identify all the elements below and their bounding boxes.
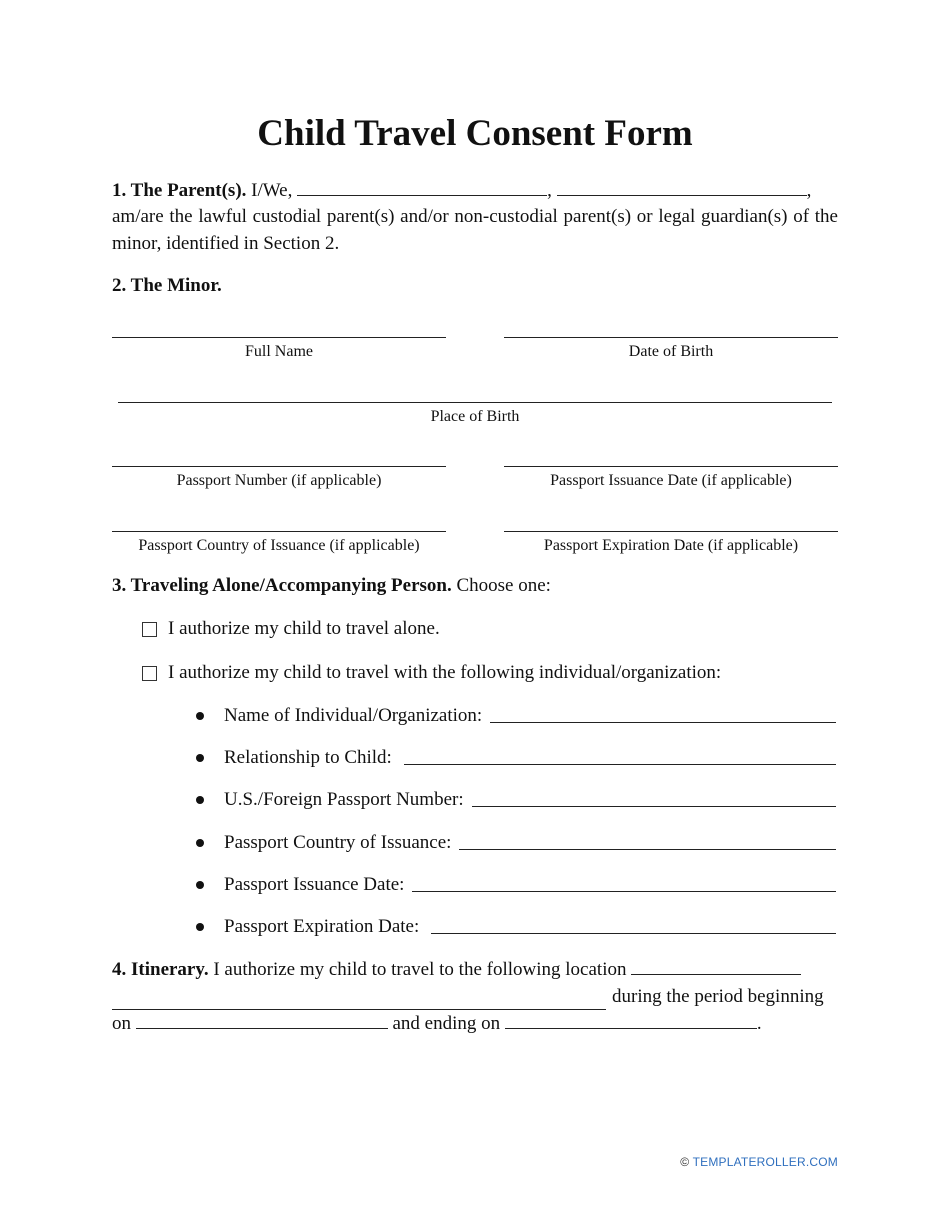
passport-number-field[interactable] [112, 466, 446, 467]
list-item [196, 873, 836, 897]
relationship-field[interactable] [404, 764, 836, 765]
individual-name-field[interactable] [490, 722, 836, 723]
section-1-intro: I/We, [251, 180, 293, 201]
bullet-icon [196, 923, 204, 931]
section-4-heading: 4. Itinerary. [112, 959, 209, 980]
page-title: Child Travel Consent Form [257, 113, 693, 154]
parent-name-1-field[interactable] [297, 177, 547, 196]
destination-continued-field[interactable] [112, 991, 606, 1010]
bullet-label: U.S./Foreign Passport Number: [224, 789, 464, 810]
companion-passport-country-field[interactable] [459, 849, 836, 850]
end-date-field[interactable] [505, 1010, 757, 1029]
section-2-heading: 2. The Minor. [112, 275, 222, 296]
period: . [756, 1013, 762, 1034]
checkbox-travel-with[interactable] [142, 666, 157, 681]
list-item [196, 915, 836, 939]
destination-field[interactable] [631, 956, 801, 975]
section-4-text-3: on [112, 1013, 131, 1034]
checkbox-travel-alone[interactable] [142, 622, 157, 637]
date-of-birth-field[interactable] [504, 337, 838, 338]
section-4-text-2: during the period beginning [612, 986, 824, 1007]
section-3-heading: 3. Traveling Alone/Accompanying Person. [112, 575, 452, 596]
full-name-label: Full Name [245, 343, 313, 360]
section-4-text-4: and ending on [392, 1013, 501, 1034]
bullet-icon [196, 839, 204, 847]
passport-number-label: Passport Number (if applicable) [176, 472, 382, 489]
option-travel-alone[interactable] [142, 617, 440, 641]
list-item [196, 746, 836, 770]
bullet-label: Passport Expiration Date: [224, 916, 420, 937]
section-4-line-2 [112, 983, 838, 1010]
brand-link[interactable]: TEMPLATEROLLER.COM [692, 1155, 838, 1169]
section-3-instruction: Choose one: [456, 575, 551, 596]
start-date-field[interactable] [136, 1010, 388, 1029]
bullet-label: Passport Issuance Date: [224, 874, 405, 895]
place-of-birth-field[interactable] [118, 402, 832, 403]
option-travel-with[interactable] [142, 661, 721, 685]
list-item [196, 831, 836, 855]
section-1-heading: 1. The Parent(s). [112, 180, 247, 201]
list-item [196, 788, 836, 812]
section-1-body: am/are the lawful custodial parent(s) and/or non-custodial parent(s) or legal guardian(s) of the minor, identified in Section 2. [112, 206, 838, 254]
companion-passport-issuance-field[interactable] [412, 891, 836, 892]
bullet-icon [196, 881, 204, 889]
section-4-line-1 [112, 956, 838, 983]
section-3-line [112, 572, 838, 599]
section-1-line [112, 177, 838, 204]
bullet-icon [196, 796, 204, 804]
section-4-line-3 [112, 1010, 838, 1037]
bullet-icon [196, 754, 204, 762]
companion-passport-expiration-field[interactable] [431, 933, 836, 934]
comma: , [547, 180, 552, 201]
footer-brand [680, 1155, 838, 1169]
option-travel-with-label: I authorize my child to travel with the following individual/organization: [168, 662, 722, 683]
passport-issuance-date-label: Passport Issuance Date (if applicable) [550, 472, 792, 489]
copyright-icon: © [680, 1155, 690, 1169]
passport-country-label: Passport Country of Issuance (if applicable) [138, 537, 420, 554]
date-of-birth-label: Date of Birth [628, 343, 714, 360]
bullet-label: Name of Individual/Organization: [224, 705, 483, 726]
bullet-icon [196, 712, 204, 720]
comma: , [806, 180, 812, 201]
list-item [196, 704, 836, 728]
passport-issuance-date-field[interactable] [504, 466, 838, 467]
option-travel-alone-label: I authorize my child to travel alone. [168, 618, 440, 639]
companion-passport-number-field[interactable] [472, 806, 836, 807]
bullet-label: Relationship to Child: [224, 747, 392, 768]
parent-name-2-field[interactable] [557, 177, 807, 196]
passport-expiration-date-field[interactable] [504, 531, 838, 532]
passport-expiration-date-label: Passport Expiration Date (if applicable) [543, 537, 799, 554]
full-name-field[interactable] [112, 337, 446, 338]
place-of-birth-label: Place of Birth [430, 408, 520, 425]
bullet-label: Passport Country of Issuance: [224, 832, 452, 853]
passport-country-field[interactable] [112, 531, 446, 532]
section-4-text-1: I authorize my child to travel to the following location [213, 959, 627, 980]
